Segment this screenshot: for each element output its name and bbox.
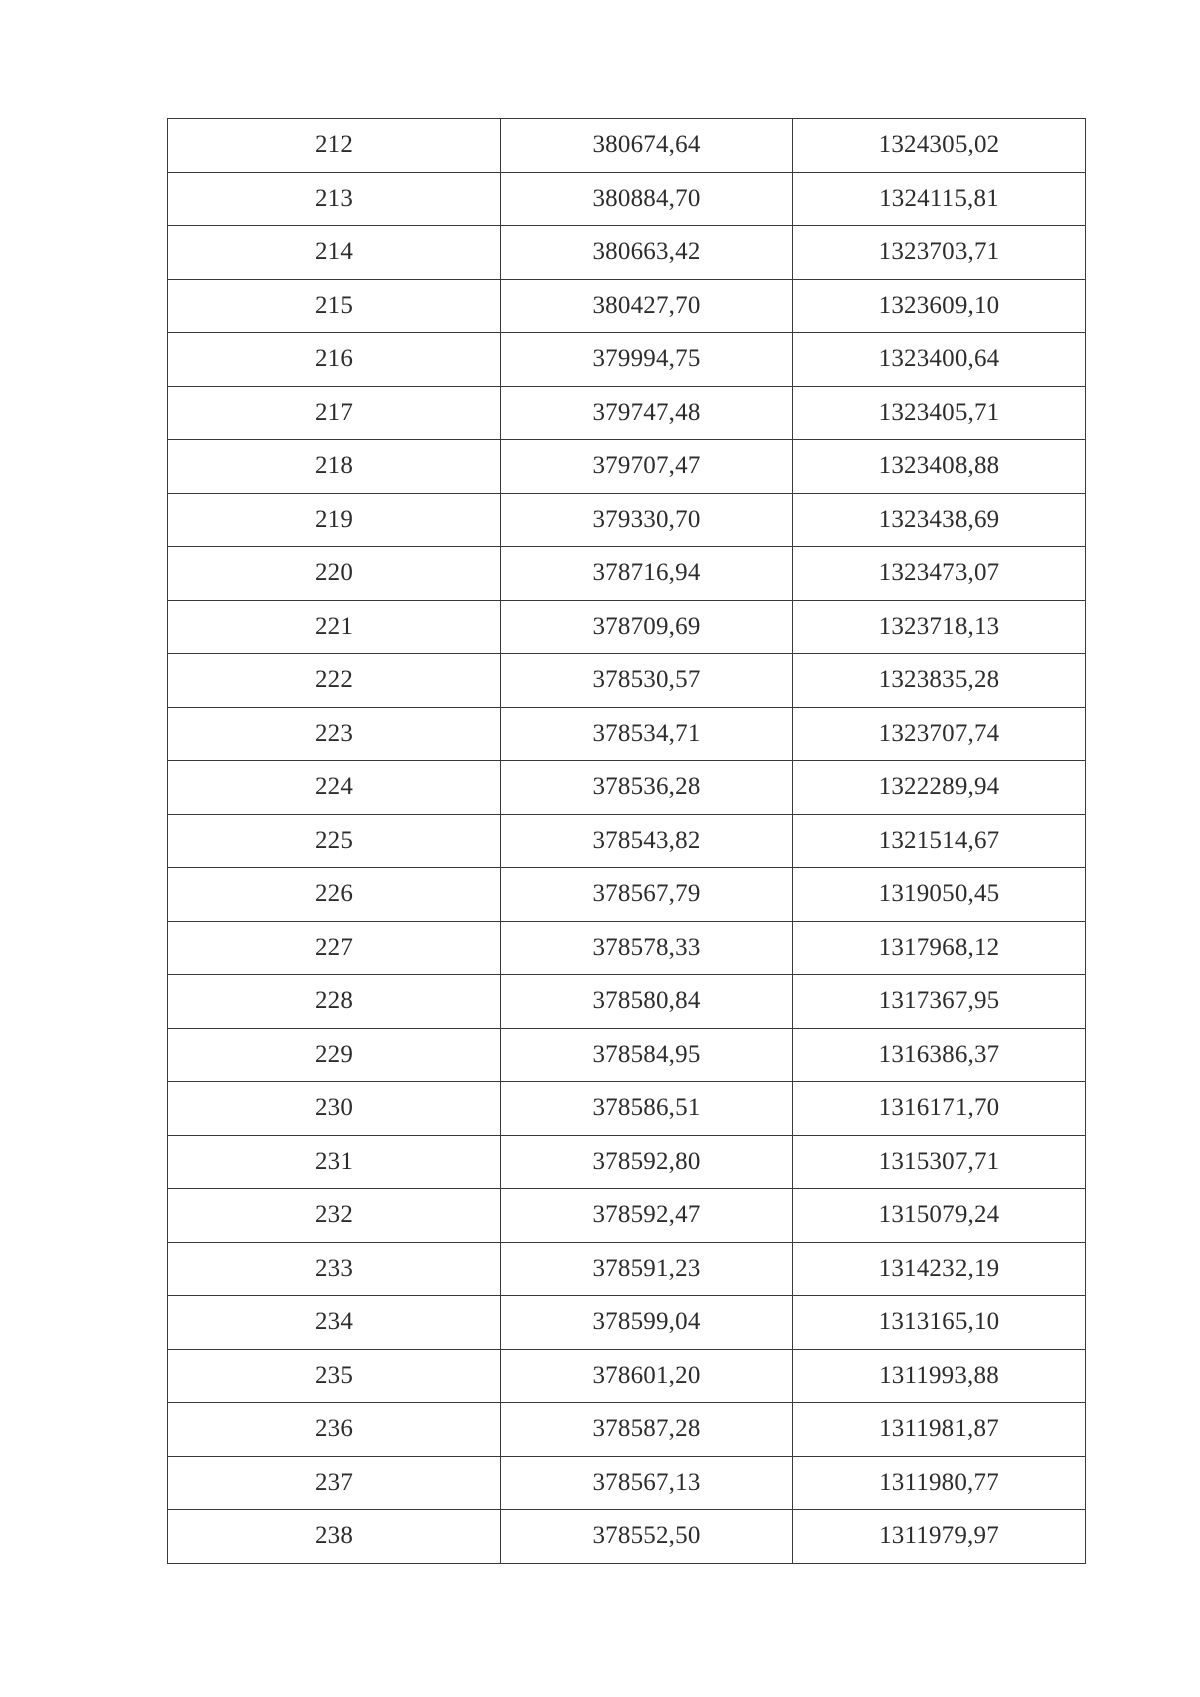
x-coordinate-cell: 379747,48 [501, 386, 793, 440]
x-coordinate-cell: 378543,82 [501, 814, 793, 868]
x-coordinate-cell: 378534,71 [501, 707, 793, 761]
table-row [168, 1456, 1086, 1510]
table-row [168, 654, 1086, 708]
y-coordinate-cell: 1311980,77 [793, 1456, 1086, 1510]
point-number-cell: 234 [168, 1296, 501, 1350]
point-number-cell: 222 [168, 654, 501, 708]
point-number-cell: 214 [168, 226, 501, 280]
table-row [168, 814, 1086, 868]
x-coordinate-cell: 378536,28 [501, 761, 793, 815]
point-number-cell: 215 [168, 279, 501, 333]
x-coordinate-cell: 379707,47 [501, 440, 793, 494]
table-row [168, 172, 1086, 226]
table-row [168, 975, 1086, 1029]
x-coordinate-cell: 378580,84 [501, 975, 793, 1029]
x-coordinate-cell: 380663,42 [501, 226, 793, 280]
y-coordinate-cell: 1311993,88 [793, 1349, 1086, 1403]
y-coordinate-cell: 1324305,02 [793, 119, 1086, 173]
y-coordinate-cell: 1323703,71 [793, 226, 1086, 280]
table-row [168, 279, 1086, 333]
table-row [168, 333, 1086, 387]
y-coordinate-cell: 1311979,97 [793, 1510, 1086, 1564]
point-number-cell: 233 [168, 1242, 501, 1296]
y-coordinate-cell: 1323438,69 [793, 493, 1086, 547]
point-number-cell: 238 [168, 1510, 501, 1564]
table-row [168, 1082, 1086, 1136]
x-coordinate-cell: 378709,69 [501, 600, 793, 654]
point-number-cell: 229 [168, 1028, 501, 1082]
table-row [168, 1403, 1086, 1457]
y-coordinate-cell: 1322289,94 [793, 761, 1086, 815]
point-number-cell: 220 [168, 547, 501, 601]
table-row [168, 1349, 1086, 1403]
coordinates-table [167, 118, 1086, 1564]
y-coordinate-cell: 1317367,95 [793, 975, 1086, 1029]
x-coordinate-cell: 378592,47 [501, 1189, 793, 1243]
x-coordinate-cell: 378599,04 [501, 1296, 793, 1350]
table-row [168, 226, 1086, 280]
y-coordinate-cell: 1316171,70 [793, 1082, 1086, 1136]
y-coordinate-cell: 1323405,71 [793, 386, 1086, 440]
x-coordinate-cell: 379994,75 [501, 333, 793, 387]
table-row [168, 1135, 1086, 1189]
point-number-cell: 213 [168, 172, 501, 226]
x-coordinate-cell: 378587,28 [501, 1403, 793, 1457]
table-row [168, 761, 1086, 815]
table-row [168, 493, 1086, 547]
x-coordinate-cell: 378578,33 [501, 921, 793, 975]
x-coordinate-cell: 380884,70 [501, 172, 793, 226]
point-number-cell: 232 [168, 1189, 501, 1243]
point-number-cell: 230 [168, 1082, 501, 1136]
table-row [168, 386, 1086, 440]
point-number-cell: 228 [168, 975, 501, 1029]
x-coordinate-cell: 378586,51 [501, 1082, 793, 1136]
y-coordinate-cell: 1317968,12 [793, 921, 1086, 975]
point-number-cell: 223 [168, 707, 501, 761]
y-coordinate-cell: 1321514,67 [793, 814, 1086, 868]
y-coordinate-cell: 1323718,13 [793, 600, 1086, 654]
table-row [168, 440, 1086, 494]
x-coordinate-cell: 378567,79 [501, 868, 793, 922]
x-coordinate-cell: 380674,64 [501, 119, 793, 173]
table-row [168, 1028, 1086, 1082]
point-number-cell: 216 [168, 333, 501, 387]
y-coordinate-cell: 1313165,10 [793, 1296, 1086, 1350]
point-number-cell: 236 [168, 1403, 501, 1457]
y-coordinate-cell: 1323707,74 [793, 707, 1086, 761]
x-coordinate-cell: 378530,57 [501, 654, 793, 708]
point-number-cell: 237 [168, 1456, 501, 1510]
y-coordinate-cell: 1315079,24 [793, 1189, 1086, 1243]
y-coordinate-cell: 1323473,07 [793, 547, 1086, 601]
x-coordinate-cell: 378584,95 [501, 1028, 793, 1082]
table-row [168, 1296, 1086, 1350]
y-coordinate-cell: 1323835,28 [793, 654, 1086, 708]
y-coordinate-cell: 1314232,19 [793, 1242, 1086, 1296]
point-number-cell: 212 [168, 119, 501, 173]
x-coordinate-cell: 378552,50 [501, 1510, 793, 1564]
x-coordinate-cell: 378592,80 [501, 1135, 793, 1189]
y-coordinate-cell: 1319050,45 [793, 868, 1086, 922]
y-coordinate-cell: 1323609,10 [793, 279, 1086, 333]
x-coordinate-cell: 380427,70 [501, 279, 793, 333]
point-number-cell: 231 [168, 1135, 501, 1189]
point-number-cell: 227 [168, 921, 501, 975]
x-coordinate-cell: 378601,20 [501, 1349, 793, 1403]
point-number-cell: 221 [168, 600, 501, 654]
point-number-cell: 224 [168, 761, 501, 815]
point-number-cell: 217 [168, 386, 501, 440]
x-coordinate-cell: 379330,70 [501, 493, 793, 547]
x-coordinate-cell: 378567,13 [501, 1456, 793, 1510]
y-coordinate-cell: 1323408,88 [793, 440, 1086, 494]
point-number-cell: 218 [168, 440, 501, 494]
y-coordinate-cell: 1311981,87 [793, 1403, 1086, 1457]
table-row [168, 868, 1086, 922]
y-coordinate-cell: 1315307,71 [793, 1135, 1086, 1189]
coordinates-table-body [168, 119, 1086, 1564]
point-number-cell: 219 [168, 493, 501, 547]
table-row [168, 1242, 1086, 1296]
x-coordinate-cell: 378716,94 [501, 547, 793, 601]
table-row [168, 600, 1086, 654]
point-number-cell: 226 [168, 868, 501, 922]
point-number-cell: 225 [168, 814, 501, 868]
y-coordinate-cell: 1323400,64 [793, 333, 1086, 387]
table-row [168, 1510, 1086, 1564]
table-row [168, 119, 1086, 173]
table-row [168, 1189, 1086, 1243]
y-coordinate-cell: 1316386,37 [793, 1028, 1086, 1082]
table-row [168, 547, 1086, 601]
y-coordinate-cell: 1324115,81 [793, 172, 1086, 226]
point-number-cell: 235 [168, 1349, 501, 1403]
table-row [168, 921, 1086, 975]
x-coordinate-cell: 378591,23 [501, 1242, 793, 1296]
table-row [168, 707, 1086, 761]
